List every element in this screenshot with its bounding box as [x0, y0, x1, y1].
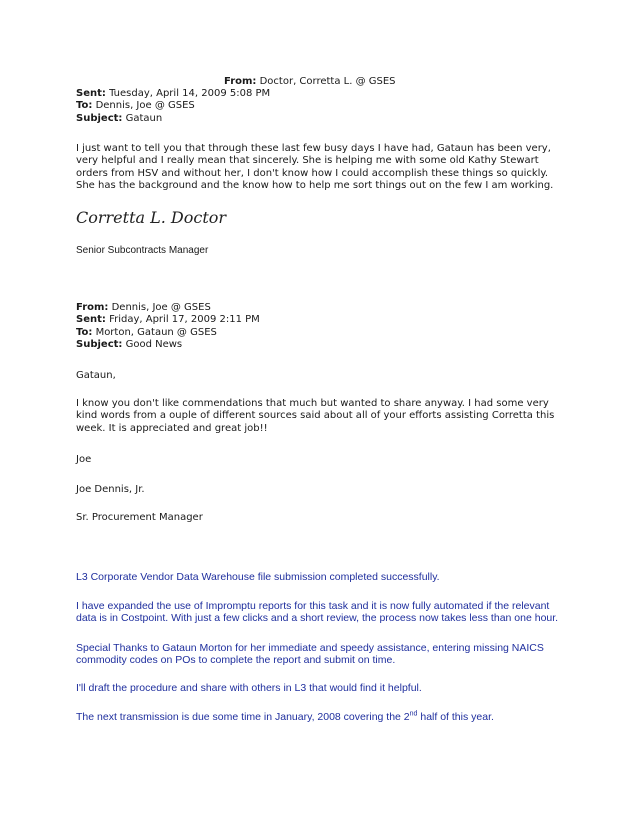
email1-sent-line — [76, 88, 566, 100]
email2-sent-label: Sent: — [76, 314, 106, 326]
email2-to-value: Morton, Gataun @ GSES — [95, 326, 217, 338]
email1-subject-label: Subject: — [76, 112, 123, 124]
email2-to-line — [76, 327, 566, 339]
email1-header — [76, 88, 566, 125]
email1-to-value: Dennis, Joe @ GSES — [95, 100, 195, 112]
notice-line-3: Special Thanks to Gataun Morton for her immediate and speedy assistance, entering missing NAICS commodity codes on POs to complete the report and submit on time. — [76, 642, 544, 667]
email2-subject-line — [76, 339, 566, 351]
email1-subject-value: Gataun — [125, 112, 163, 124]
email2-to-label: To: — [76, 326, 93, 338]
email1-sent-value: Tuesday, April 14, 2009 5:08 PM — [109, 88, 271, 99]
email2-greeting: Gataun, — [76, 370, 116, 381]
email1-to-line — [76, 100, 566, 112]
notice-line-5-after: half of this year. — [417, 711, 494, 723]
notice-line-2: I have expanded the use of Impromptu reports for this task and it is now fully automated if the relevant data is in Costpoint. With just a few clicks and a short review, the process now takes less than one hour. — [76, 600, 559, 625]
email2-subject-value: Good News — [125, 338, 183, 350]
email2-signature-title: Sr. Procurement Manager — [76, 512, 203, 523]
notice-line-1: L3 Corporate Vendor Data Warehouse file submission completed successfully. — [76, 571, 440, 583]
email1-signature-name: Corretta L. Doctor — [76, 208, 227, 227]
email2-body: I know you don't like commendations that much but wanted to share anyway. I had some very kind words from a ouple of different sources said about all of your efforts assisting Corretta this week. It is appreciated and great job!! — [76, 398, 555, 434]
email1-from-label: From: — [224, 76, 257, 87]
notice-line-5-sup: nd — [409, 710, 418, 718]
email1-body: I just want to tell you that through these last few busy days I have had, Gataun has been very, very helpful and I really mean that sincerely. She is helping me with some old Kathy Stewart orders from HSV and without her, I don't know how I could accomplish these things so quickly. She has the background and the know how to help me sort things out on the few I am working. — [76, 143, 554, 192]
email2-sent-line — [76, 314, 566, 326]
email2-closing: Joe — [76, 454, 92, 465]
email1-from-value: Doctor, Corretta L. @ GSES — [259, 76, 396, 87]
email1-signature-title: Senior Subcontracts Manager — [76, 245, 209, 256]
email2-from-value: Dennis, Joe @ GSES — [111, 302, 211, 313]
email2-header — [76, 302, 566, 351]
notice-line-5-before: The next transmission is due some time in January, 2008 covering the 2 — [76, 711, 410, 723]
email2-from-line — [76, 302, 566, 314]
email2-subject-label: Subject: — [76, 338, 123, 350]
email1-from-line — [224, 76, 396, 87]
notice-line-4: I'll draft the procedure and share with others in L3 that would find it helpful. — [76, 682, 422, 694]
email2-signature-name: Joe Dennis, Jr. — [76, 484, 145, 495]
email2-sent-value: Friday, April 17, 2009 2:11 PM — [109, 314, 260, 326]
email1-subject-line — [76, 113, 566, 125]
email1-sent-label: Sent: — [76, 88, 106, 99]
notice-line-5 — [76, 711, 566, 723]
email1-to-label: To: — [76, 100, 93, 112]
email2-from-label: From: — [76, 302, 109, 313]
